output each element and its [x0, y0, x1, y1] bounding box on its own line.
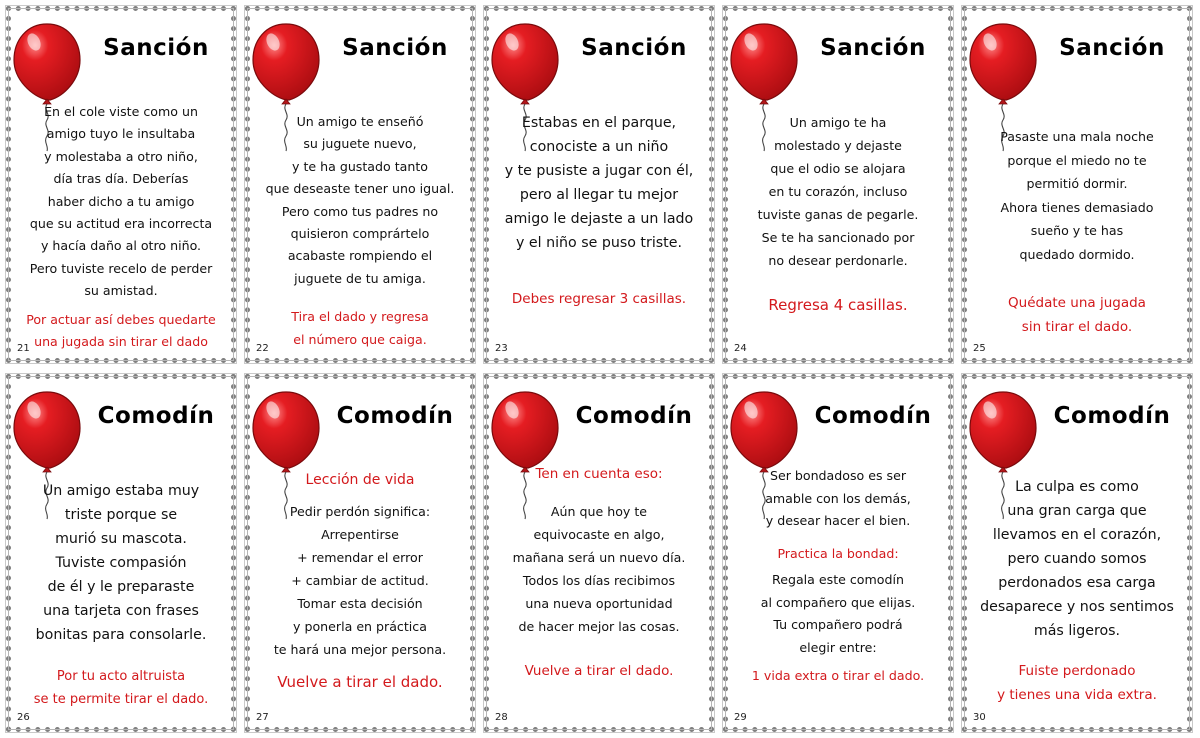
- card-number: 24: [734, 343, 747, 354]
- card-text: [17, 101, 225, 353]
- text-line: una tarjeta con frases: [43, 603, 199, 619]
- card-number: 27: [256, 712, 269, 723]
- card-24: [723, 6, 953, 363]
- text-line: Un amigo te ha: [789, 115, 887, 130]
- text-line: al compañero que elijas.: [760, 594, 916, 610]
- text-line: juguete de tu amiga.: [294, 270, 426, 286]
- text-line: Pedir perdón significa:: [289, 504, 431, 519]
- text-line: Pasaste una mala noche: [1000, 129, 1154, 144]
- text-line: sueño y te has: [1030, 223, 1124, 238]
- card-21: [6, 6, 236, 363]
- text-line: Todos los días recibimos: [522, 573, 676, 588]
- text-line: conociste a un niño: [529, 139, 669, 155]
- text-line: y te pusiste a jugar con él,: [504, 163, 694, 179]
- text-line: permitió dormir.: [1026, 176, 1128, 191]
- card-number: 23: [495, 343, 508, 354]
- text-line: mañana será un nuevo día.: [512, 550, 686, 565]
- reward-text: [973, 659, 1181, 707]
- penalty-line: sin tirar el dado.: [1021, 318, 1133, 335]
- reward-text: [495, 660, 703, 683]
- text-line: Regala este comodín: [772, 572, 904, 587]
- text-line: en tu corazón, incluso: [768, 184, 908, 199]
- penalty-text: [17, 309, 225, 354]
- text-line: llevamos en el corazón,: [992, 527, 1162, 543]
- reward-text: [256, 671, 464, 694]
- text-line: pero al llegar tu mejor: [519, 187, 679, 203]
- penalty-line: Tira el dado y regresa: [291, 309, 429, 325]
- text-line: tuviste ganas de pegarle.: [757, 207, 919, 222]
- penalty-line: Regresa 4 casillas.: [768, 296, 908, 314]
- reward-text: [17, 665, 225, 711]
- text-line: Estabas en el parque,: [521, 115, 677, 131]
- card-title: Comodín: [336, 403, 454, 429]
- text-line: equivocaste en algo,: [533, 527, 665, 542]
- card-text: [495, 463, 703, 683]
- text-line: + remendar el error: [297, 550, 423, 565]
- card-text: [256, 469, 464, 694]
- card-30: [962, 374, 1192, 732]
- card-title: Comodín: [575, 403, 693, 429]
- reward-line: Vuelve a tirar el dado.: [277, 673, 443, 691]
- card-title: Comodín: [97, 403, 215, 429]
- text-line: más ligeros.: [1033, 623, 1121, 639]
- card-text: [256, 111, 464, 351]
- reward-line: se te permite tirar el dado.: [33, 692, 209, 707]
- text-line: pero cuando somos: [1007, 551, 1147, 567]
- text-line: amable con los demás,: [765, 490, 911, 506]
- text-line: que deseaste tener uno igual.: [265, 181, 455, 197]
- card-number: 22: [256, 343, 269, 354]
- text-line: amigo tuyo le insultaba: [46, 126, 196, 142]
- text-line: te hará una mejor persona.: [273, 642, 447, 657]
- text-line: una nueva oportunidad: [525, 596, 673, 611]
- text-line: Ser bondadoso es ser: [769, 468, 907, 483]
- card-text: [973, 125, 1181, 339]
- text-line: que su actitud era incorrecta: [29, 216, 213, 232]
- reward-line: Por tu acto altruista: [56, 669, 186, 684]
- card-text: [17, 479, 225, 711]
- text-line: La culpa es como: [1015, 479, 1139, 495]
- card-22: [245, 6, 475, 363]
- penalty-line: Por actuar así debes quedarte: [26, 311, 216, 327]
- card-23: [484, 6, 714, 363]
- penalty-text: [256, 306, 464, 351]
- penalty-line: una jugada sin tirar el dado: [34, 334, 208, 350]
- card-text: [734, 111, 942, 317]
- card-text: [973, 475, 1181, 707]
- card-number: 28: [495, 712, 508, 723]
- card-number: 25: [973, 343, 986, 354]
- text-line: de hacer mejor las cosas.: [518, 619, 680, 634]
- card-title: Sanción: [820, 35, 926, 61]
- card-title: Sanción: [1059, 35, 1165, 61]
- text-line: bonitas para consolarle.: [35, 627, 207, 643]
- text-line: su juguete nuevo,: [303, 136, 417, 152]
- text-line: triste porque se: [64, 507, 178, 523]
- reward-line: Vuelve a tirar el dado.: [524, 663, 674, 679]
- text-line: Pero tuviste recelo de perder: [29, 260, 213, 276]
- text-line: Un amigo te enseñó: [296, 114, 424, 129]
- card-27: [245, 374, 475, 732]
- penalty-text: [973, 292, 1181, 339]
- text-line: una gran carga que: [1007, 503, 1147, 519]
- text-line: haber dicho a tu amigo: [47, 193, 195, 209]
- text-line: y te ha gustado tanto: [291, 158, 429, 174]
- text-line: Un amigo estaba muy: [42, 483, 200, 499]
- text-line: Tuviste compasión: [55, 555, 187, 571]
- text-line: Tu compañero podrá: [773, 617, 903, 632]
- text-line: de él y le preparaste: [47, 579, 195, 595]
- text-line: su amistad.: [84, 283, 158, 299]
- card-subtitle: Ten en cuenta eso:: [535, 466, 663, 482]
- card-title: Sanción: [103, 35, 209, 61]
- penalty-text: [734, 294, 942, 317]
- card-text: [495, 111, 703, 311]
- card-28: [484, 374, 714, 732]
- card-title: Sanción: [581, 35, 687, 61]
- text-line: murió su mascota.: [55, 531, 187, 547]
- card-text: [734, 465, 942, 688]
- text-line: que el odio se alojara: [770, 161, 906, 176]
- text-line: acabaste rompiendo el: [287, 248, 433, 264]
- penalty-line: el número que caiga.: [293, 331, 427, 347]
- text-line: elegir entre:: [799, 639, 877, 655]
- card-subtitle: Practica la bondad:: [777, 545, 899, 561]
- text-line: y molestaba a otro niño,: [44, 148, 198, 164]
- text-line: En el cole viste como un: [44, 104, 198, 119]
- card-29: [723, 374, 953, 732]
- text-line: Arrepentirse: [321, 527, 399, 542]
- text-line: porque el miedo no te: [1007, 152, 1147, 168]
- card-number: 21: [17, 343, 30, 354]
- text-line: Ahora tienes demasiado: [1000, 199, 1154, 215]
- text-line: + cambiar de actitud.: [291, 573, 429, 588]
- reward-line: Fuiste perdonado: [1018, 663, 1136, 679]
- penalty-text: [495, 287, 703, 311]
- text-line: amigo le dejaste a un lado: [504, 211, 694, 227]
- text-line: día tras día. Deberías: [53, 171, 189, 187]
- text-line: Pero como tus padres no: [281, 203, 439, 219]
- text-line: y hacía daño al otro niño.: [40, 238, 202, 254]
- text-line: no desear perdonarle.: [768, 253, 908, 268]
- penalty-line: Quédate una jugada: [1008, 295, 1146, 311]
- reward-line: 1 vida extra o tirar el dado.: [751, 668, 925, 683]
- text-line: quedado dormido.: [1019, 246, 1135, 262]
- card-title: Comodín: [1053, 403, 1171, 429]
- card-subtitle: Lección de vida: [305, 472, 415, 488]
- text-line: desaparece y nos sentimos: [980, 599, 1174, 615]
- text-line: perdonados esa carga: [998, 575, 1156, 591]
- text-line: y desear hacer el bien.: [765, 513, 911, 528]
- text-line: Se te ha sancionado por: [761, 230, 915, 245]
- card-number: 30: [973, 712, 986, 723]
- text-line: y ponerla en práctica: [293, 619, 427, 634]
- card-title: Sanción: [342, 35, 448, 61]
- text-line: y el niño se puso triste.: [516, 235, 682, 251]
- card-number: 29: [734, 712, 747, 723]
- reward-line: y tienes una vida extra.: [997, 687, 1157, 703]
- card-25: [962, 6, 1192, 363]
- text-line: molestado y dejaste: [774, 138, 902, 153]
- text-line: Tomar esta decisión: [297, 596, 423, 611]
- card-number: 26: [17, 712, 30, 723]
- reward-text: [734, 665, 942, 688]
- penalty-line: Debes regresar 3 casillas.: [511, 291, 687, 307]
- text-line: Aún que hoy te: [550, 504, 648, 519]
- card-26: [6, 374, 236, 732]
- text-line: quisieron comprártelo: [290, 226, 430, 242]
- card-title: Comodín: [814, 403, 932, 429]
